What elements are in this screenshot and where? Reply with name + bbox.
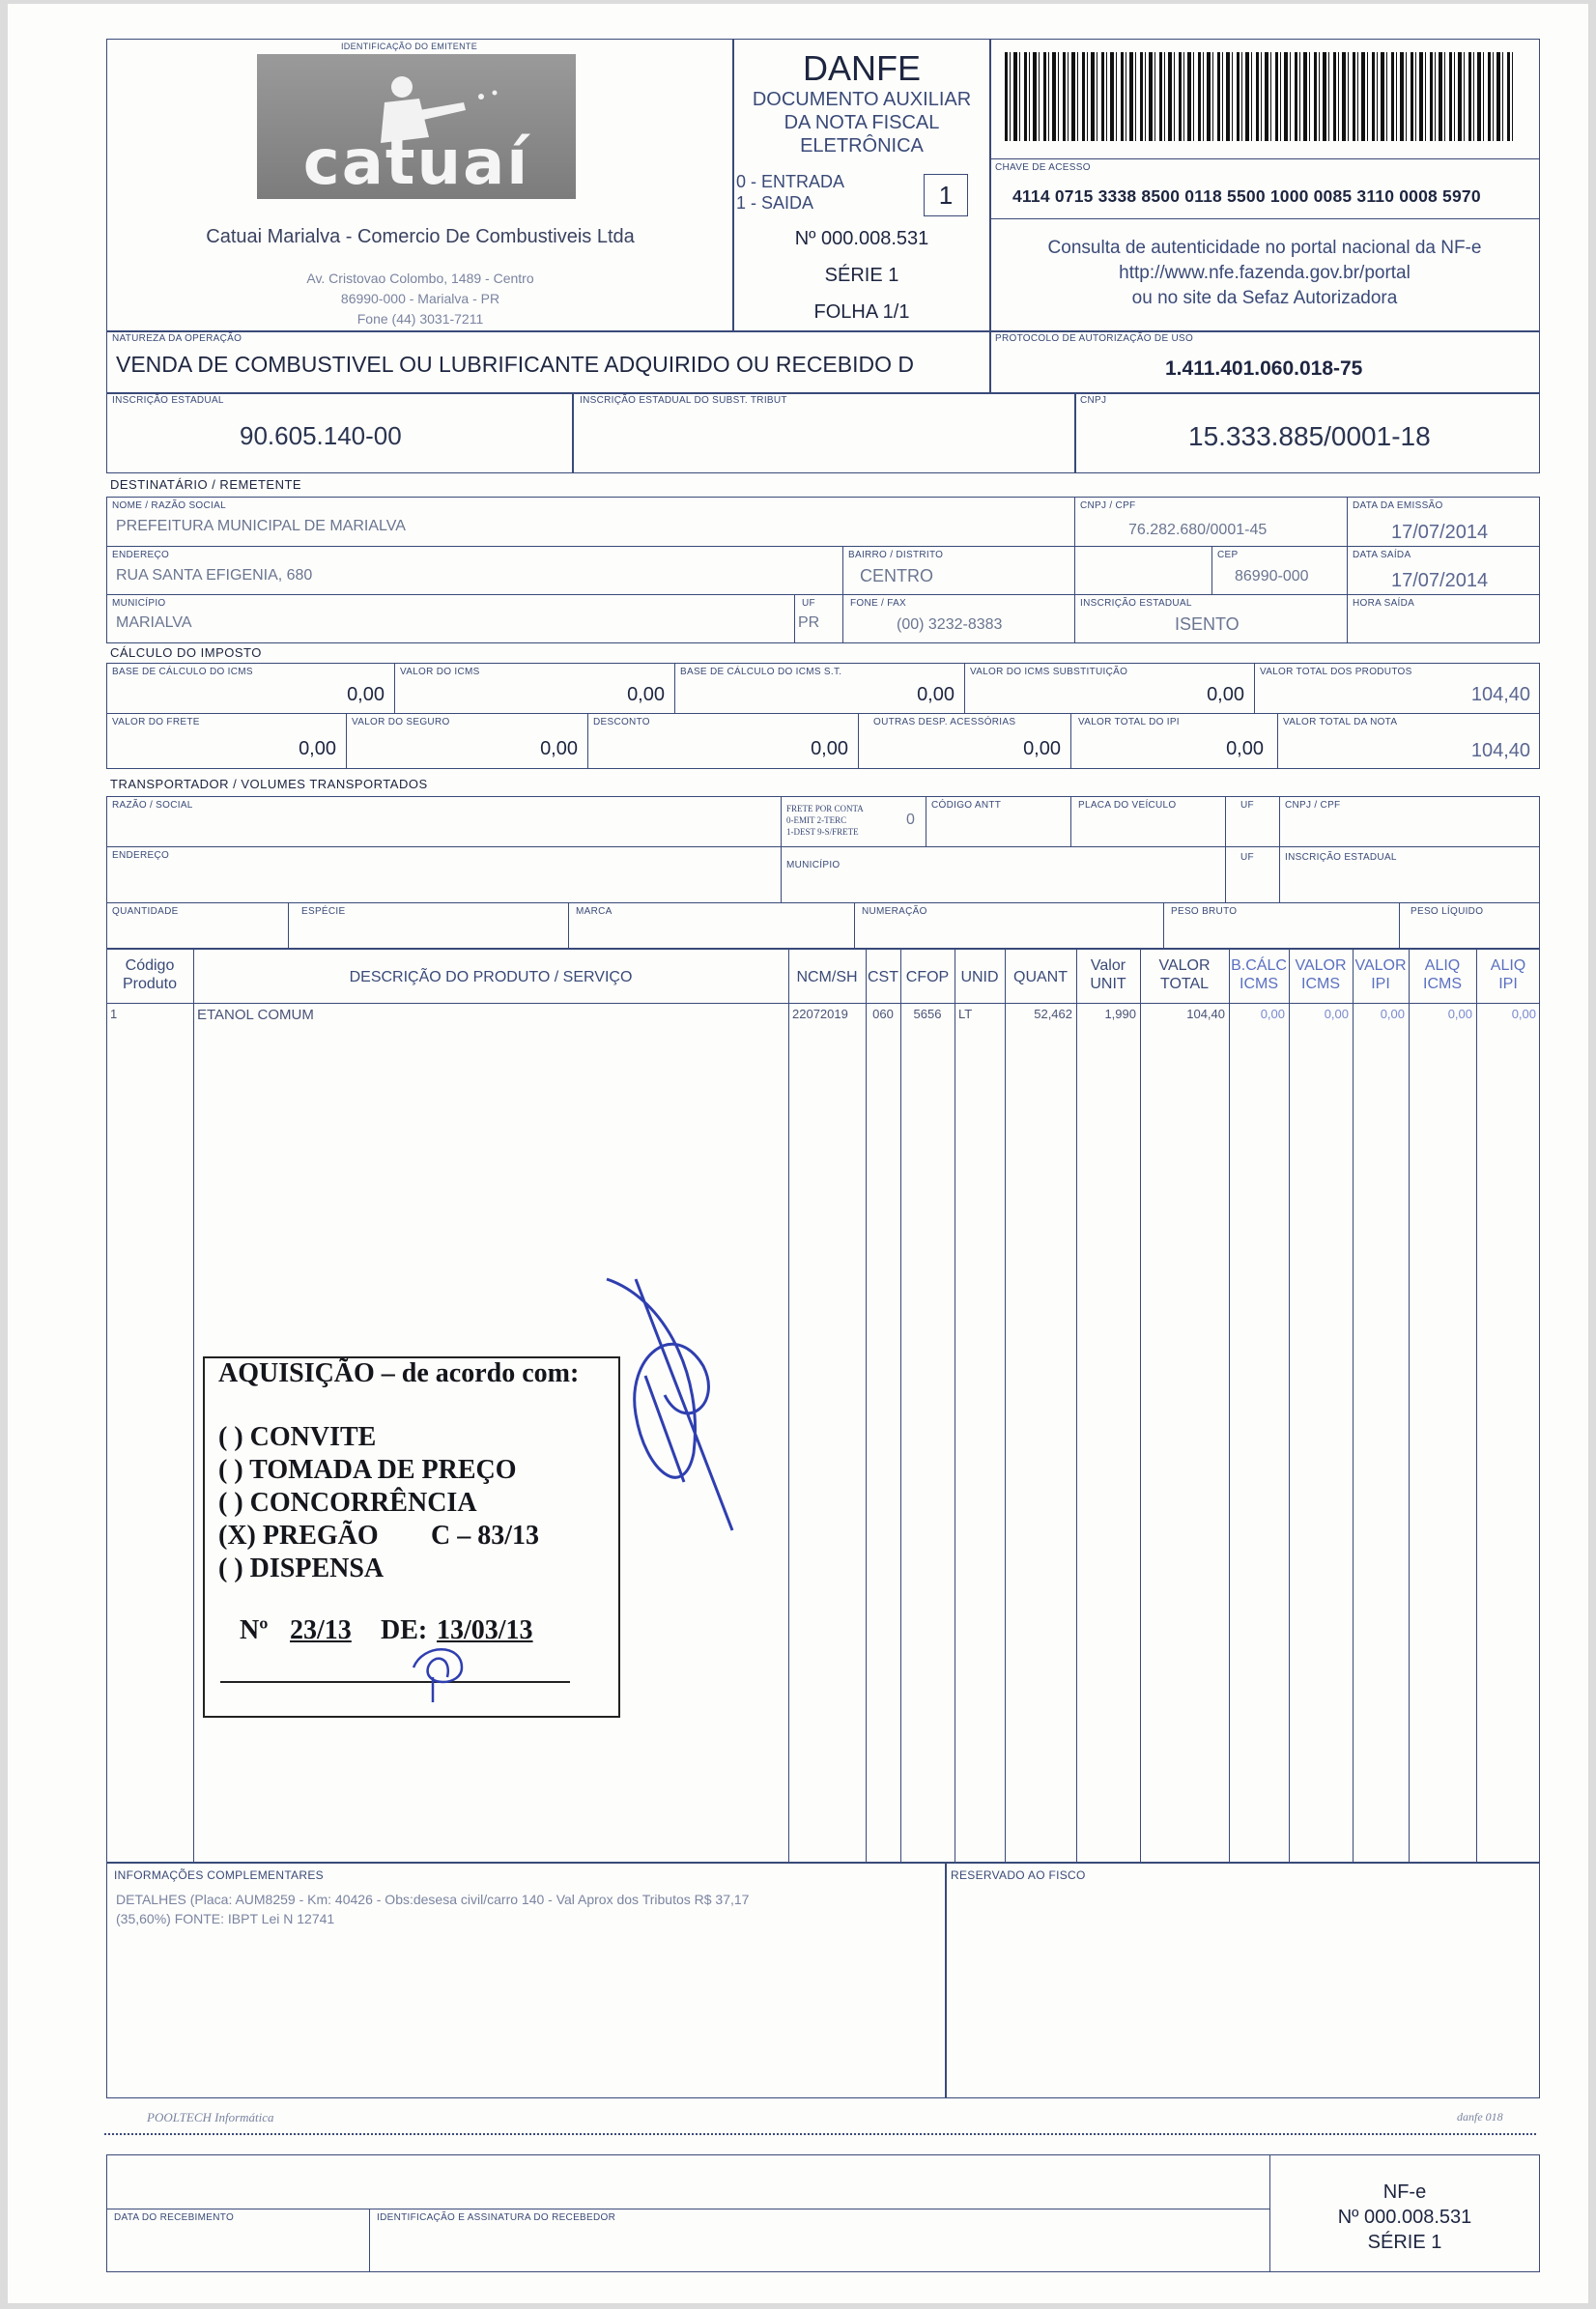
transp-divider-2 (106, 902, 1540, 903)
dest-vline-uf (794, 594, 795, 643)
chave-value: 4114 0715 3338 8500 0118 5500 1000 0085 3110 0008 5970 (1012, 186, 1481, 206)
stamp-date-label: DE: (381, 1615, 428, 1645)
produtos-col-divider (193, 949, 194, 1863)
produtos-col-divider (1005, 949, 1006, 1863)
col-header-bc-icms: B.CÁLC ICMS (1231, 957, 1287, 992)
seguro-label: VALOR DO SEGURO (352, 717, 450, 727)
cell-cst: 060 (872, 1007, 894, 1021)
dest-emissao-value: 17/07/2014 (1391, 522, 1489, 543)
dest-saida-label: DATA SAÍDA (1353, 550, 1411, 560)
iest-label: INSCRIÇÃO ESTADUAL DO SUBST. TRIBUT (580, 395, 787, 406)
base-icms-st-label: BASE DE CÁLCULO DO ICMS S.T. (680, 667, 842, 677)
valor-icms-label: VALOR DO ICMS (400, 667, 480, 677)
info-line-1: DETALHES (Placa: AUM8259 - Km: 40426 - Obs:desesa civil/carro 140 - Val Aprox dos Tributos R$ 37,17 (116, 1892, 750, 1907)
emitente-cep-city: 86990-000 - Marialva - PR (340, 291, 500, 306)
frete-value: 0,00 (299, 738, 336, 759)
produtos-col-divider (866, 949, 867, 1863)
chave-top-divider (989, 158, 1540, 159)
dest-cnpj-label: CNPJ / CPF (1080, 500, 1136, 511)
transp-v-esp (288, 902, 289, 949)
col-header-ncm: NCM/SH (796, 969, 858, 985)
produtos-col-divider (1229, 949, 1230, 1863)
imp-r1-v1 (394, 663, 395, 713)
transp-v-uf (1225, 796, 1226, 902)
transp-ie-label: INSCRIÇÃO ESTADUAL (1285, 852, 1397, 863)
base-icms-label: BASE DE CÁLCULO DO ICMS (112, 667, 253, 677)
col-header-valor-ipi: VALOR IPI (1354, 957, 1407, 992)
info-label: INFORMAÇÕES COMPLEMENTARES (114, 1868, 324, 1882)
danfe-title: DANFE (802, 48, 921, 88)
danfe-document (8, 4, 1588, 2303)
col-header-descricao: DESCRIÇÃO DO PRODUTO / SERVIÇO (349, 969, 633, 985)
frete-label-2: 0-EMIT 2-TERC (786, 815, 847, 825)
outras-value: 0,00 (1023, 738, 1061, 759)
numeracao-label: NUMERAÇÃO (862, 906, 927, 917)
valor-icms-st-label: VALOR DO ICMS SUBSTITUIÇÃO (970, 667, 1128, 677)
base-icms-st-value: 0,00 (917, 684, 955, 705)
dest-municipio-label: MUNICÍPIO (112, 598, 166, 609)
dest-cep-value: 86990-000 (1235, 568, 1309, 584)
frete-value: 0 (906, 812, 915, 828)
valor-icms-st-value: 0,00 (1207, 684, 1244, 705)
dest-divider-1 (106, 546, 1540, 547)
col-header-valor-total: VALOR TOTAL (1158, 957, 1211, 992)
stamp-heading: AQUISIÇÃO – de acordo com: (218, 1358, 580, 1388)
col-header-aliq-ipi: ALIQ IPI (1490, 957, 1526, 992)
cell-ncm: 22072019 (792, 1007, 848, 1021)
stamp-num-label: Nº (240, 1615, 269, 1645)
emitente-address: Av. Cristovao Colombo, 1489 - Centro (306, 271, 534, 286)
imposto-section: CÁLCULO DO IMPOSTO (110, 645, 262, 660)
dest-emissao-label: DATA DA EMISSÃO (1353, 500, 1443, 511)
col-header-aliq-icms: ALIQ ICMS (1423, 957, 1462, 992)
imp-r2-v1 (346, 713, 347, 769)
frete-label-1: FRETE POR CONTA (786, 804, 864, 813)
cell-cfop: 5656 (913, 1007, 942, 1021)
tipo-box: 1 (924, 174, 968, 216)
total-produtos-value: 104,40 (1470, 684, 1530, 705)
produtos-col-divider (788, 949, 789, 1863)
dest-cnpj-value: 76.282.680/0001-45 (1128, 522, 1268, 538)
protocolo-value: 1.411.401.060.018-75 (1165, 357, 1363, 380)
produtos-header-divider (106, 1003, 1540, 1004)
produtos-col-divider (1140, 949, 1141, 1863)
cell-bc-icms: 0,00 (1260, 1007, 1285, 1021)
dest-municipio-value: MARIALVA (116, 614, 192, 631)
stamp-date-value: 13/03/13 (437, 1615, 533, 1645)
transp-v-placa (1070, 796, 1071, 846)
seguro-value: 0,00 (540, 738, 578, 759)
base-icms-value: 0,00 (347, 684, 385, 705)
danfe-numero: Nº 000.008.531 (794, 228, 929, 249)
transp-cnpj-label: CNPJ / CPF (1285, 800, 1341, 811)
total-nota-value: 104,40 (1470, 740, 1530, 761)
placa-label: PLACA DO VEÍCULO (1078, 800, 1177, 811)
danfe-subtitle-1: DOCUMENTO AUXILIAR (752, 89, 972, 110)
dest-saida-value: 17/07/2014 (1391, 570, 1489, 591)
dest-nome-label: NOME / RAZÃO SOCIAL (112, 500, 226, 511)
outras-label: OUTRAS DESP. ACESSÓRIAS (873, 717, 1016, 727)
produtos-col-divider (900, 949, 901, 1863)
peso-liquido-label: PESO LÍQUIDO (1411, 906, 1484, 917)
cell-codigo: 1 (110, 1007, 118, 1021)
ie-label: INSCRIÇÃO ESTADUAL (112, 395, 224, 406)
software-credit: POOLTECH Informática (147, 2110, 274, 2124)
entrada-label: 0 - ENTRADA (736, 172, 845, 191)
dest-bairro-label: BAIRRO / DISTRITO (848, 550, 944, 560)
total-produtos-label: VALOR TOTAL DOS PRODUTOS (1260, 667, 1412, 677)
emitente-phone: Fone (44) 3031-7211 (356, 311, 484, 327)
dest-vline-cnpj (1074, 497, 1075, 643)
imp-r1-v3 (964, 663, 965, 713)
dest-vline-date (1347, 497, 1348, 643)
transp-v-pesol (1399, 902, 1400, 949)
transp-v-pesob (1163, 902, 1164, 949)
saida-label: 1 - SAIDA (736, 193, 814, 213)
dest-vline-fone (842, 594, 843, 643)
transp-endereco-label: ENDEREÇO (112, 850, 170, 861)
dest-nome-value: PREFEITURA MUNICIPAL DE MARIALVA (116, 518, 406, 534)
stamp-num-value: 23/13 (290, 1615, 352, 1645)
fisco-box (945, 1863, 1540, 2098)
col-header-cfop: CFOP (905, 969, 950, 985)
info-line-2: (35,60%) FONTE: IBPT Lei N 12741 (116, 1911, 335, 1926)
canhoto-serie: SÉRIE 1 (1367, 2232, 1442, 2253)
danfe-serie: SÉRIE 1 (824, 265, 899, 286)
marca-label: MARCA (576, 906, 613, 917)
imp-r2-v2 (587, 713, 588, 769)
imp-r2-v5 (1277, 713, 1278, 769)
consulta-line-3: ou no site da Sefaz Autorizadora (1131, 288, 1398, 308)
emitente-logo (257, 54, 576, 199)
dest-uf-label: UF (802, 598, 815, 609)
cell-aliq-ipi: 0,00 (1511, 1007, 1536, 1021)
stamp-signature-line (220, 1681, 570, 1683)
dest-hora-label: HORA SAÍDA (1353, 598, 1415, 609)
transp-municipio-label: MUNICÍPIO (786, 860, 841, 870)
dest-vline-bairro (842, 546, 843, 594)
stamp-option-convite: ( ) CONVITE (218, 1422, 377, 1452)
produtos-col-divider (1289, 949, 1290, 1863)
cell-valor-ipi: 0,00 (1380, 1007, 1405, 1021)
cell-unid: LT (958, 1007, 973, 1021)
emitente-name: Catuai Marialva - Comercio De Combustiveis Ltda (206, 226, 635, 247)
total-ipi-value: 0,00 (1226, 738, 1264, 759)
imp-r1-v2 (674, 663, 675, 713)
transp-razao-label: RAZÃO / SOCIAL (112, 800, 193, 811)
natureza-value: VENDA DE COMBUSTIVEL OU LUBRIFICANTE ADQUIRIDO OU RECEBIDO D (116, 352, 915, 377)
dest-vline-cep (1211, 546, 1212, 594)
frete-label: VALOR DO FRETE (112, 717, 200, 727)
logo-text: catuaí (302, 128, 530, 199)
total-nota-label: VALOR TOTAL DA NOTA (1283, 717, 1398, 727)
transp-divider-1 (106, 846, 1540, 847)
desconto-label: DESCONTO (593, 717, 650, 727)
imp-r1-v4 (1254, 663, 1255, 713)
danfe-folha: FOLHA 1/1 (813, 301, 910, 323)
frete-label-3: 1-DEST 9-S/FRETE (786, 827, 859, 837)
produtos-col-divider (1353, 949, 1354, 1863)
stamp-option-dispensa: ( ) DISPENSA (218, 1554, 385, 1583)
ie-value: 90.605.140-00 (240, 421, 402, 450)
canhoto-numero: Nº 000.008.531 (1337, 2207, 1472, 2228)
natureza-label: NATUREZA DA OPERAÇÃO (112, 333, 242, 344)
transportador-section: TRANSPORTADOR / VOLUMES TRANSPORTADOS (110, 777, 428, 791)
consulta-line-2: http://www.nfe.fazenda.gov.br/portal (1119, 263, 1411, 283)
peso-bruto-label: PESO BRUTO (1171, 906, 1238, 917)
imp-r2-v3 (858, 713, 859, 769)
imposto-divider (106, 713, 1540, 714)
transp-v-cnpj (1279, 796, 1280, 902)
cell-valor-total: 104,40 (1186, 1007, 1225, 1021)
dest-uf-value: PR (798, 614, 820, 631)
dest-fone-label: FONE / FAX (850, 598, 907, 609)
canhoto-v-data (369, 2209, 370, 2272)
transp-v-frete (781, 796, 782, 902)
dest-endereco-label: ENDEREÇO (112, 550, 170, 560)
canhoto-nfe: NF-e (1382, 2181, 1427, 2203)
especie-label: ESPÉCIE (301, 906, 346, 917)
cnpj-label: CNPJ (1080, 395, 1107, 406)
dest-ie-label: INSCRIÇÃO ESTADUAL (1080, 598, 1192, 609)
cell-descricao: ETANOL COMUM (197, 1007, 314, 1023)
col-header-valor-icms: VALOR ICMS (1295, 957, 1347, 992)
dest-endereco-value: RUA SANTA EFIGENIA, 680 (116, 567, 313, 584)
dest-bairro-value: CENTRO (860, 566, 933, 585)
cell-valor-unit: 1,990 (1104, 1007, 1136, 1021)
dest-ie-value: ISENTO (1175, 614, 1240, 634)
dest-divider-2 (106, 594, 1540, 595)
danfe-subtitle-2: DA NOTA FISCAL (784, 112, 940, 133)
stamp-pregao-ref: C – 83/13 (431, 1521, 539, 1551)
desconto-value: 0,00 (811, 738, 848, 759)
valor-icms-value: 0,00 (627, 684, 665, 705)
dest-fone-value: (00) 3232-8383 (897, 616, 1003, 633)
total-ipi-label: VALOR TOTAL DO IPI (1078, 717, 1180, 727)
antt-label: CÓDIGO ANTT (931, 800, 1002, 811)
initials-scribble-icon (404, 1639, 481, 1706)
transp-uf-label: UF (1240, 800, 1254, 811)
col-header-quant: QUANT (1013, 969, 1068, 985)
fisco-label: RESERVADO AO FISCO (951, 1868, 1086, 1882)
chave-bottom-divider (989, 218, 1540, 219)
col-header-codigo: Código Produto (122, 957, 178, 992)
transp-uf2-label: UF (1240, 852, 1254, 863)
produtos-col-divider (1076, 949, 1077, 1863)
stamp-option-concorrencia: ( ) CONCORRÊNCIA (218, 1488, 477, 1518)
consulta-line-1: Consulta de autenticidade no portal nacional da NF-e (1047, 238, 1482, 258)
recebimento-label: DATA DO RECEBIMENTO (114, 2212, 235, 2223)
col-header-cst: CST (868, 969, 898, 985)
produtos-col-divider (1476, 949, 1477, 1863)
produtos-col-divider (1409, 949, 1410, 1863)
quantidade-label: QUANTIDADE (112, 906, 179, 917)
cnpj-value: 15.333.885/0001-18 (1188, 421, 1431, 451)
destinatario-section: DESTINATÁRIO / REMETENTE (110, 477, 302, 492)
transp-v-marca (568, 902, 569, 949)
protocolo-label: PROTOCOLO DE AUTORIZAÇÃO DE USO (995, 333, 1194, 344)
stamp-option-tomada: ( ) TOMADA DE PREÇO (218, 1455, 517, 1485)
assinatura-label: IDENTIFICAÇÃO E ASSINATURA DO RECEBEDOR (377, 2212, 616, 2223)
cell-valor-icms: 0,00 (1324, 1007, 1349, 1021)
signature-scribble-icon (587, 1260, 742, 1550)
cut-line (104, 2133, 1536, 2135)
col-header-valor-unit: Valor UNIT (1090, 957, 1126, 992)
form-code: danfe 018 (1457, 2110, 1503, 2124)
emitente-section-label: IDENTIFICAÇÃO DO EMITENTE (341, 42, 478, 51)
transp-v-num (854, 902, 855, 949)
cell-quant: 52,462 (1034, 1007, 1072, 1021)
danfe-subtitle-3: ELETRÔNICA (800, 135, 924, 157)
col-header-unid: UNID (960, 969, 999, 985)
barcode (1005, 52, 1515, 141)
stamp-option-pregao: (X) PREGÃO (218, 1521, 379, 1551)
cell-aliq-icms: 0,00 (1447, 1007, 1472, 1021)
dest-cep-label: CEP (1217, 550, 1239, 560)
chave-label: CHAVE DE ACESSO (995, 162, 1091, 173)
